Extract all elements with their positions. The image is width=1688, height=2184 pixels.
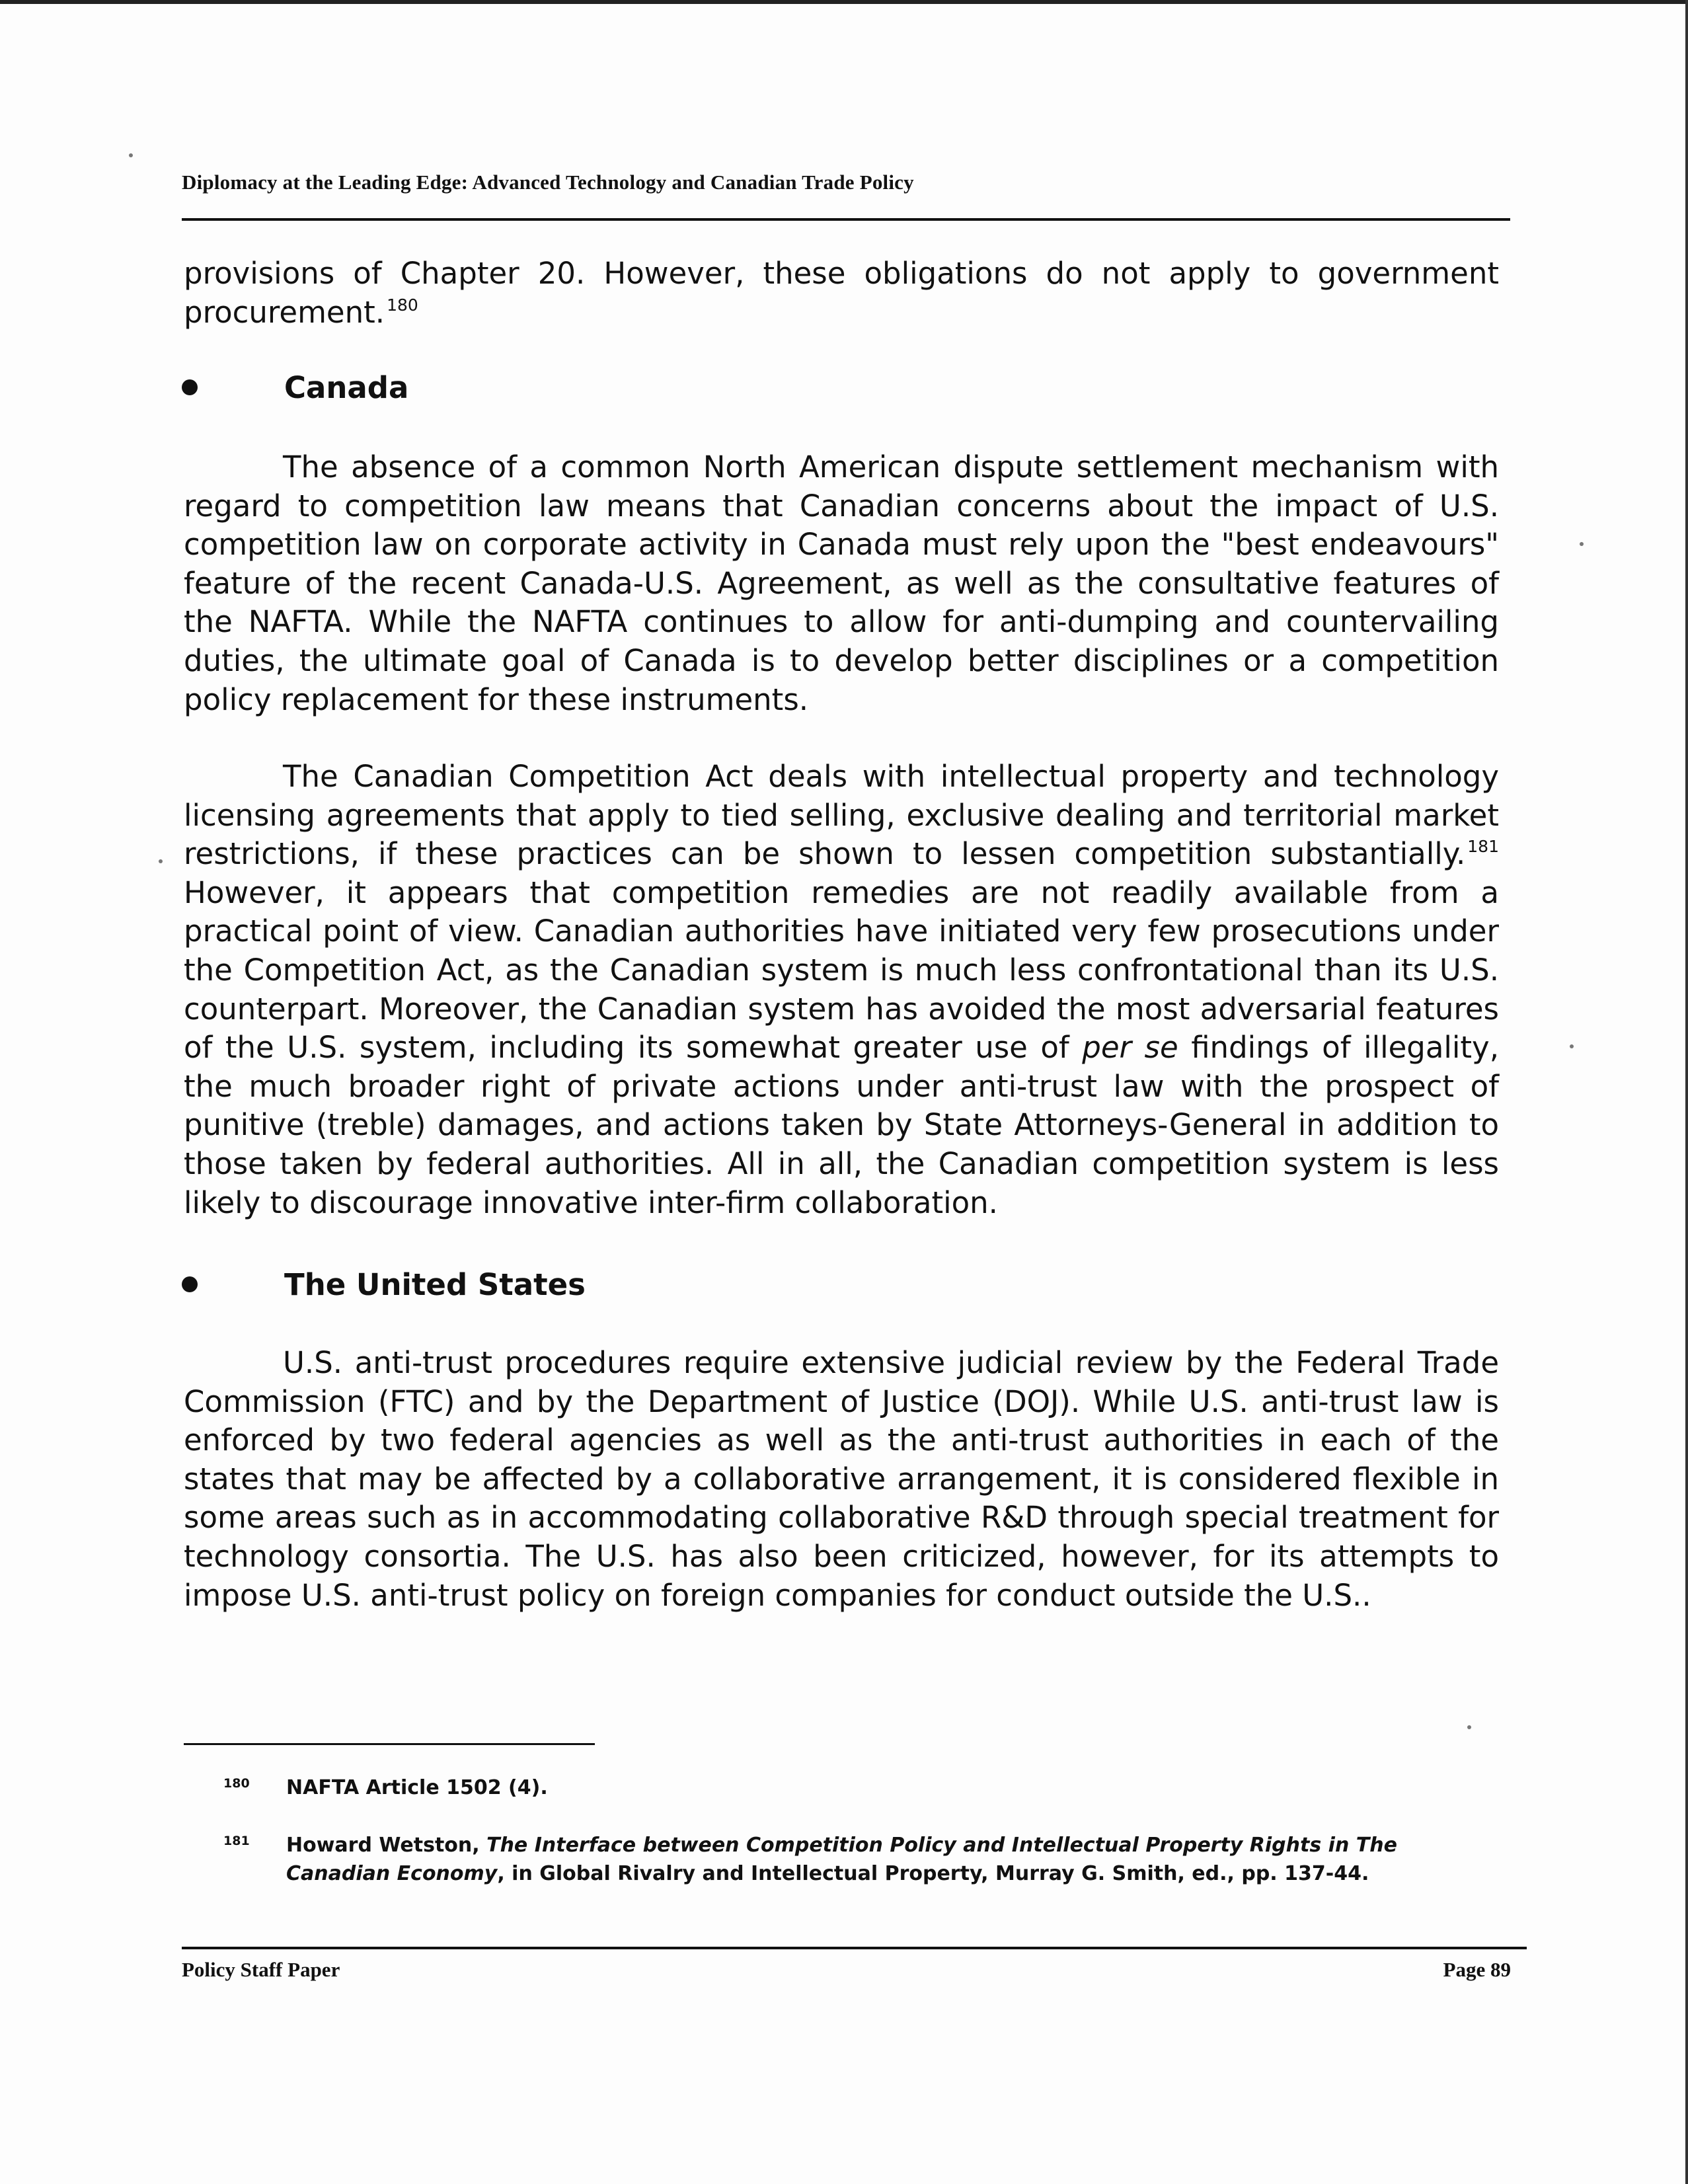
section-heading-label: The United States <box>284 1267 586 1302</box>
footnote-181 <box>223 1831 1479 1888</box>
canada-paragraph-2 <box>184 758 1499 1222</box>
running-header: Diplomacy at the Leading Edge: Advanced Technology and Canadian Trade Policy <box>182 171 914 194</box>
footnote-number: 180 <box>223 1776 250 1791</box>
us-paragraph-1: U.S. anti-trust procedures require extensive judicial review by the Federal Trade Commission (FTC) and by the Department of Justice (DOJ). While U.S. anti-trust law is enforced by two federal agencies as well as the anti-trust authorities in each of the states that may be affected by a collaborative arrangement, it is considered flexible in some areas such as in accommodating collaborative R&D through special treatment for technology consortia. The U.S. has also been criticized, however, for its attempts to impose U.S. anti-trust policy on foreign companies for conduct outside the U.S.. <box>184 1345 1499 1613</box>
footnote-author: Howard Wetston, <box>286 1834 487 1857</box>
page-number: Page 89 <box>1443 1958 1511 1981</box>
canada-paragraph-2-part-a: The Canadian Competition Act deals with intellectual property and technology licensing agreements that apply to tied selling, exclusive dealing and territorial market restrictions, if these practices can be shown to lessen competition substantially. <box>184 759 1499 872</box>
intro-paragraph <box>184 254 1499 332</box>
footnote-separator <box>184 1743 595 1745</box>
footnote-180 <box>223 1774 1479 1802</box>
scan-speck <box>1570 1044 1574 1048</box>
canada-paragraph-1: The absence of a common North American dispute settlement mechanism with regard to competition law means that Canadian concerns about the impact of U.S. competition law on corporate activity in Canada must rely upon the "best endeavours" feature of the recent Canada-U.S. Agreement, as well as the consultative features of the NAFTA. While the NAFTA continues to allow for anti-dumping and countervailing duties, the ultimate goal of Canada is to develop better disciplines or a competition policy replacement for these instruments. <box>184 449 1499 717</box>
scan-edge-top <box>0 0 1688 4</box>
footnote-ref-180: 180 <box>387 295 418 315</box>
scan-speck <box>159 859 163 863</box>
footnote-number: 181 <box>223 1834 250 1848</box>
footnote-text <box>286 1831 1479 1888</box>
intro-text: provisions of Chapter 20. However, these obligations do not apply to government procurement. <box>184 256 1499 330</box>
bullet-icon <box>182 1276 198 1292</box>
footnote-source: , in Global Rivalry and Intellectual Property, Murray G. Smith, ed., pp. 137-44. <box>497 1862 1369 1885</box>
footnote-ref-181: 181 <box>1467 837 1499 857</box>
scan-speck <box>129 153 133 157</box>
footer-publication: Policy Staff Paper <box>182 1958 340 1981</box>
scan-edge-right <box>1685 0 1688 2184</box>
footer-rule <box>182 1947 1527 1949</box>
per-se-italic: per se <box>1082 1030 1178 1066</box>
header-rule <box>182 218 1510 221</box>
scan-speck <box>1580 542 1584 546</box>
bullet-icon <box>182 379 198 395</box>
scan-speck <box>1467 1725 1471 1729</box>
footnote-text: NAFTA Article 1502 (4). <box>286 1776 548 1799</box>
footnote-title: The Interface between Competition Policy and Intellectual Property Rights in The Canadian Economy <box>286 1834 1397 1885</box>
canada-paragraph-2-part-c: findings of illegality, the much broader right of private actions under anti-trust law with the prospect of punitive (treble) damages, and actions taken by State Attorneys-General in addition to those taken by federal authorities. All in all, the Canadian competition system is less likely to discourage innovative inter-firm collaboration. <box>184 1030 1499 1220</box>
section-heading-label: Canada <box>284 370 409 405</box>
canada-paragraph-2-part-b: However, it appears that competition remedies are not readily available from a practical point of view. Canadian authorities have initiated very few prosecutions under the Competition Act, as the Canadian system is much less confrontational than its U.S. counterpart. Moreover, the Canadian system has avoided the most adversarial features of the U.S. system, including its somewhat greater use of <box>184 875 1499 1066</box>
